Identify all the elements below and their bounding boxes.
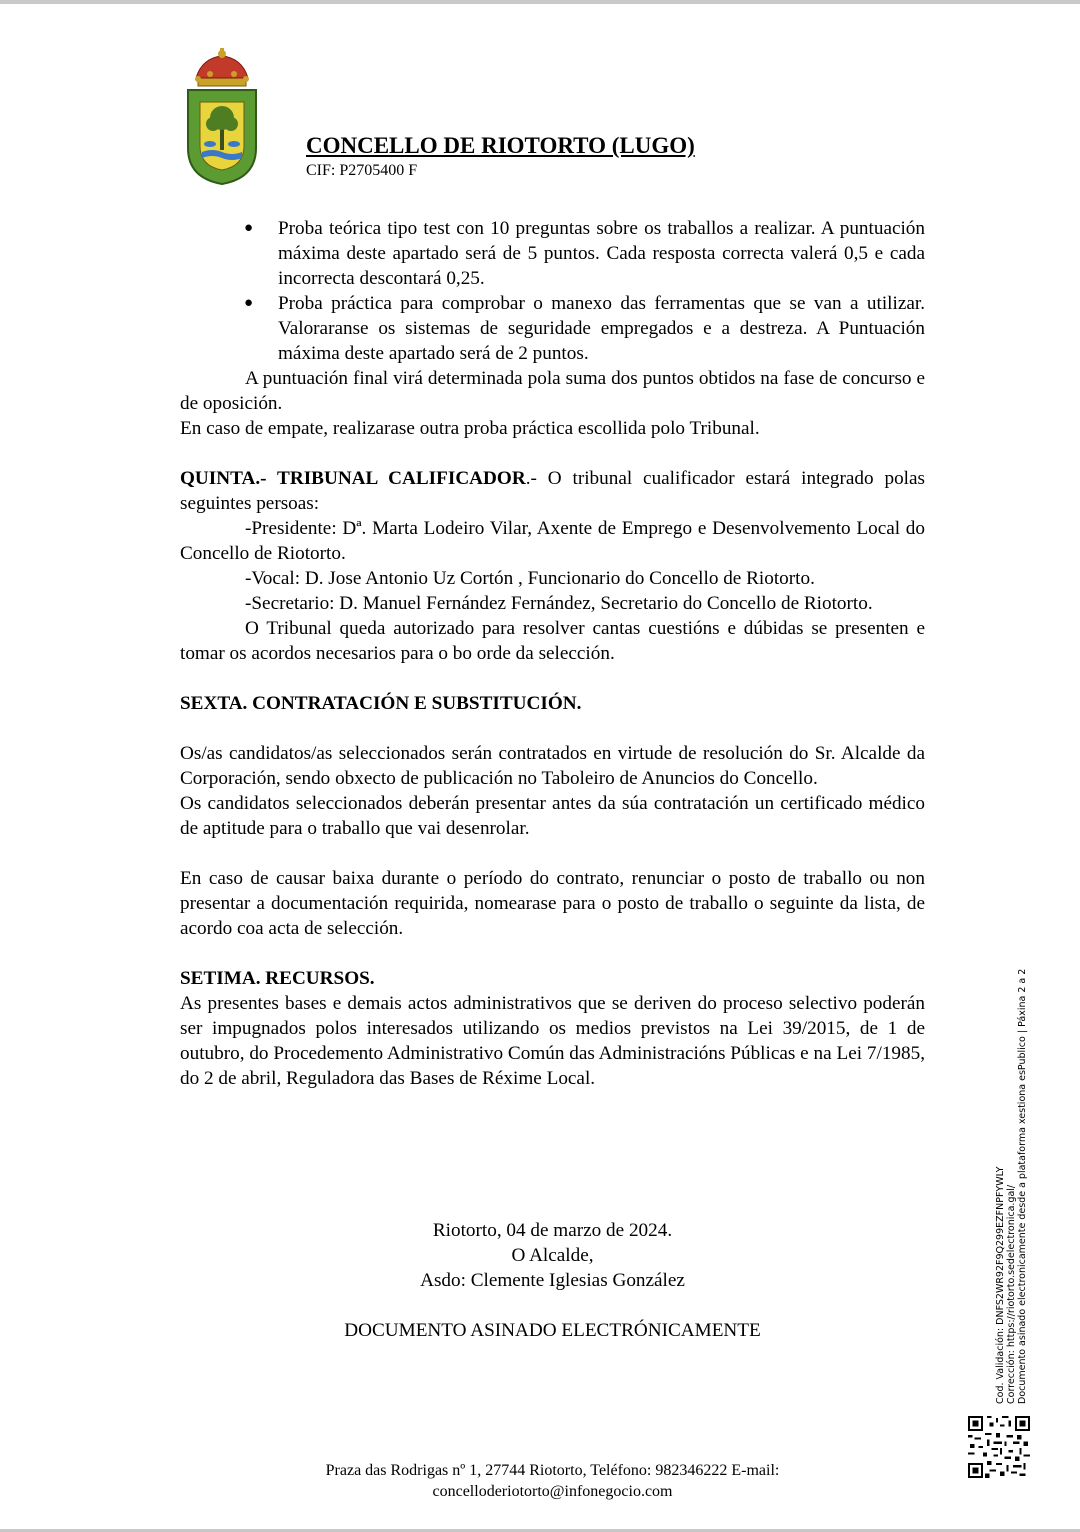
bullet-icon: ● [244, 295, 254, 311]
sexta-paragraph-2: Os candidatos seleccionados deberán presentar antes da súa contratación un certificado médico de aptitude para o traballo que vai desenrolar. [180, 793, 925, 839]
presidente-paragraph: -Presidente: Dª. Marta Lodeiro Vilar, Axente de Emprego e Desenvolvemento Local do Concello de Riotorto. [180, 518, 925, 564]
test-list [180, 216, 925, 366]
page-footer [180, 1460, 925, 1502]
signer-role: O Alcalde, [511, 1245, 594, 1266]
qr-code-icon [968, 1416, 1030, 1478]
footer-email: concelloderiotorto@infonegocio.com [432, 1483, 673, 1500]
sexta-paragraph-3: En caso de causar baixa durante o período do contrato, renunciar o posto de traballo ou non presentar a documentación requirida, nomearase para o posto de traballo o seguinte da lista, de acordo coa acta de selección. [180, 868, 925, 939]
validation-code: Cod. Validación: DNFS2WR92F9Q299EZFNPFYWLY [995, 1166, 1006, 1404]
sexta-paragraph-1: Os/as candidatos/as seleccionados serán contratados en virtude de resolución do Sr. Alcalde da Corporación, sendo obxecto de publicación no Taboleiro de Anuncios do Concello. [180, 743, 925, 789]
sexta-heading: SEXTA. CONTRATACIÓN E SUBSTITUCIÓN. [180, 693, 582, 714]
list-item: ● Proba teórica tipo test con 10 preguntas sobre os traballos a realizar. A puntuación máxima deste apartado será de 5 puntos. Cada resposta correcta valerá 0,5 e cada incorrecta descontará 0,25. [244, 218, 925, 289]
page-title: CONCELLO DE RIOTORTO (LUGO) [306, 133, 695, 158]
place-date: Riotorto, 04 de marzo de 2024. [432, 1220, 673, 1241]
setima-heading: SETIMA. RECURSOS. [180, 968, 375, 989]
quinta-heading: QUINTA.- TRIBUNAL CALIFICADOR [180, 468, 526, 489]
signer-name: Asdo: Clemente Iglesias González [420, 1270, 685, 1291]
setima-paragraph: As presentes bases e demais actos administrativos que se deriven do proceso selectivo poderán ser impugnados polos interesados utilizando os medios previstos na Lei 39/2015, de 1 de outubro, do Procedemento Administrativo Común das Administracións Públicas e na Lei 7/1985, do 2 de abril, Reguladora das Bases de Réxime Local. [180, 993, 925, 1089]
bullet-icon: ● [244, 220, 254, 236]
signature-block [180, 1218, 925, 1293]
electronic-signature-note: DOCUMENTO ASINADO ELECTRÓNICAMENTE [344, 1320, 761, 1341]
validation-note: Documento asinado electronicamente desde a plataforma xestiona esPublico | Páxina 2 a 2 [1017, 968, 1028, 1404]
quinta-paragraph: QUINTA.- TRIBUNAL CALIFICADOR.- O tribunal cualificador estará integrado polas seguintes persoas: [180, 468, 925, 514]
final-score-paragraph: A puntuación final virá determinada pola suma dos puntos obtidos na fase de concurso e de oposición. [180, 368, 925, 414]
cif-label: CIF: P2705400 F [306, 162, 418, 179]
secretario-paragraph: -Secretario: D. Manuel Fernández Fernández, Secretario do Concello de Riotorto. [245, 593, 873, 614]
page-top-border [0, 0, 1080, 4]
vocal-paragraph: -Vocal: D. Jose Antonio Uz Cortón , Funcionario do Concello de Riotorto. [245, 568, 815, 589]
validation-stamp [995, 969, 1028, 1404]
tribunal-paragraph: O Tribunal queda autorizado para resolver cantas cuestións e dúbidas se presenten e tomar os acordos necesarios para o bo orde da selección. [180, 618, 925, 664]
document-body [180, 216, 925, 1091]
coat-of-arms-icon [182, 48, 262, 188]
footer-address: Praza das Rodrigas nº 1, 27744 Riotorto, Teléfono: 982346222 E-mail: [325, 1462, 780, 1479]
list-item: ● Proba práctica para comprobar o manexo das ferramentas que se van a utilizar. Valoraranse os sistemas de seguridade empregados e a destreza. A Puntuación máxima deste apartado será de 2 puntos. [244, 293, 925, 364]
validation-url: Corrección: https://riotorto.sedelectronica.gal/ [1006, 1184, 1017, 1404]
tie-paragraph: En caso de empate, realizarase outra proba práctica escollida polo Tribunal. [180, 418, 760, 439]
